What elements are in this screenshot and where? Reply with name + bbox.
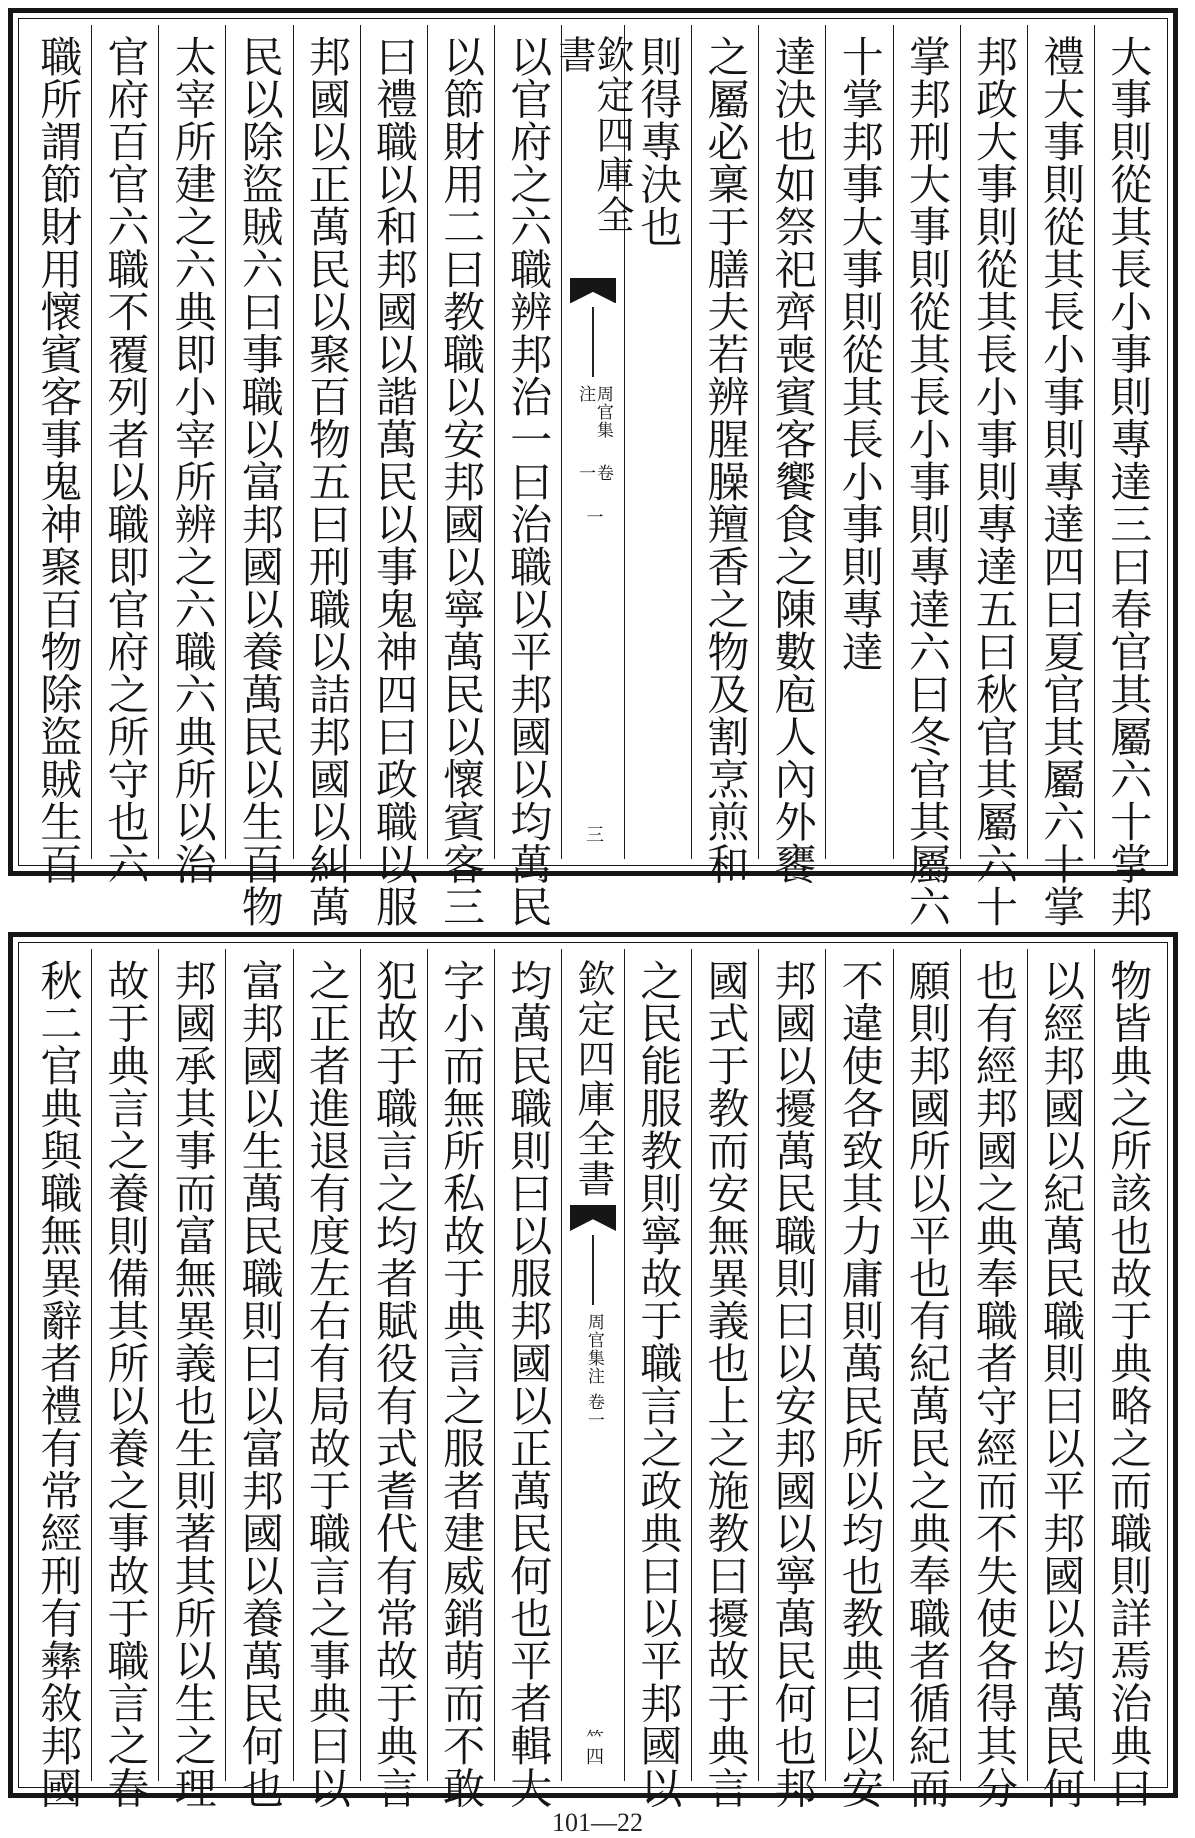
text-column: 邦政大事則從其長小事則專達五曰秋官其屬六十: [960, 25, 1027, 859]
footer-page-reference: 101—22: [552, 1808, 643, 1837]
text-column: 民以除盜賊六曰事職以富邦國以養萬民以生百物: [225, 25, 292, 859]
text-column: 犯故于職言之均者賦役有式耆代有常故于典言: [360, 949, 427, 1781]
text-column: 國式于教而安無異義也上之施教曰擾故于典言: [691, 949, 758, 1781]
text-column: 禮大事則從其長小事則專達四曰夏官其屬六十掌: [1027, 25, 1094, 859]
banner-divider: [592, 307, 594, 377]
text-column: 之民能服教則寧故于職言之政典曰以平邦國以: [624, 949, 691, 1781]
upper-text-columns: [25, 25, 1161, 928]
upper-page: [8, 8, 1178, 928]
text-column: 大事則從其長小事則專達三曰春官其屬六十掌邦: [1094, 25, 1161, 859]
banner-volume: 卷一: [583, 1393, 604, 1429]
banner-fold-number: 一: [582, 508, 603, 525]
text-column: 掌邦刑大事則從其長小事則專達六曰冬官其屬六: [893, 25, 960, 859]
banner-book-title: 周官集注: [583, 1313, 604, 1385]
text-column: 職所謂節財用懷賓客事鬼神聚百物除盜賊生百: [34, 35, 84, 885]
text-column: 之屬必稟于膳夫若辨腥臊羶香之物及割烹煎和: [691, 25, 758, 859]
banner-volume: 卷一: [575, 464, 613, 483]
text-column: 則得專決也: [624, 25, 691, 859]
text-column: 邦國承其事而富無異義也生則著其所以生之理: [158, 949, 225, 1781]
lower-page: [8, 932, 1178, 1809]
banner-page-number: 𥫗四: [583, 1729, 604, 1765]
text-column: 願則邦國所以平也有紀萬民之典奉職者循紀而: [893, 949, 960, 1781]
text-column: 物皆典之所該也故于典略之而職則詳焉治典曰: [1094, 949, 1161, 1781]
fishtail-mark-icon: [570, 278, 616, 304]
banner-book-title: 周官集注: [575, 385, 613, 440]
text-column: 以官府之六職辨邦治一曰治職以平邦國以均萬民: [494, 25, 561, 859]
text-column: 富邦國以生萬民職則曰以富邦國以養萬民何也: [225, 949, 292, 1781]
banner-title: 欽定四庫全書: [552, 35, 634, 235]
text-column: 之正者進退有度左右有局故于職言之事典曰以: [293, 949, 360, 1781]
banner-divider: [592, 1235, 594, 1305]
center-banner: [552, 25, 634, 859]
text-column: 官府百官六職不覆列者以職即官府之所守也六: [91, 25, 158, 859]
text-column: 邦國以擾萬民職則曰以安邦國以寧萬民何也邦: [758, 949, 825, 1781]
center-banner: [561, 949, 624, 1781]
banner-title: 欽定四庫全書: [571, 959, 615, 1199]
fishtail-mark-icon: [570, 1205, 616, 1231]
lower-text-columns: [25, 949, 1161, 1809]
text-column: 以節財用二曰教職以安邦國以寧萬民以懷賓客三: [427, 25, 494, 859]
text-column: 太宰所建之六典即小宰所辨之六職六典所以治: [158, 25, 225, 859]
text-column: 秋二官典與職無異辭者禮有常經刑有彝敘邦國: [34, 959, 84, 1809]
text-column: 邦國以正萬民以聚百物五曰刑職以詰邦國以糾萬: [293, 25, 360, 859]
text-column: 曰禮職以和邦國以諧萬民以事鬼神四曰政職以服: [360, 25, 427, 859]
text-column: 字小而無所私故于典言之服者建威銷萌而不敢: [427, 949, 494, 1781]
text-column: 達決也如祭祀齊喪賓客饗食之陳數庖人內外饔: [758, 25, 825, 859]
text-column: 也有經邦國之典奉職者守經而不失使各得其分: [960, 949, 1027, 1781]
banner-page-number: 三: [583, 825, 604, 843]
text-column: 不違使各致其力庸則萬民所以均也教典曰以安: [825, 949, 892, 1781]
text-column: 故于典言之養則備其所以養之事故于職言之春: [91, 949, 158, 1781]
text-column: 以經邦國以紀萬民職則曰以平邦國以均萬民何: [1027, 949, 1094, 1781]
text-column: 均萬民職則曰以服邦國以正萬民何也平者輯大: [494, 949, 561, 1781]
text-column: 十掌邦事大事則從其長小事則專達: [825, 25, 892, 859]
